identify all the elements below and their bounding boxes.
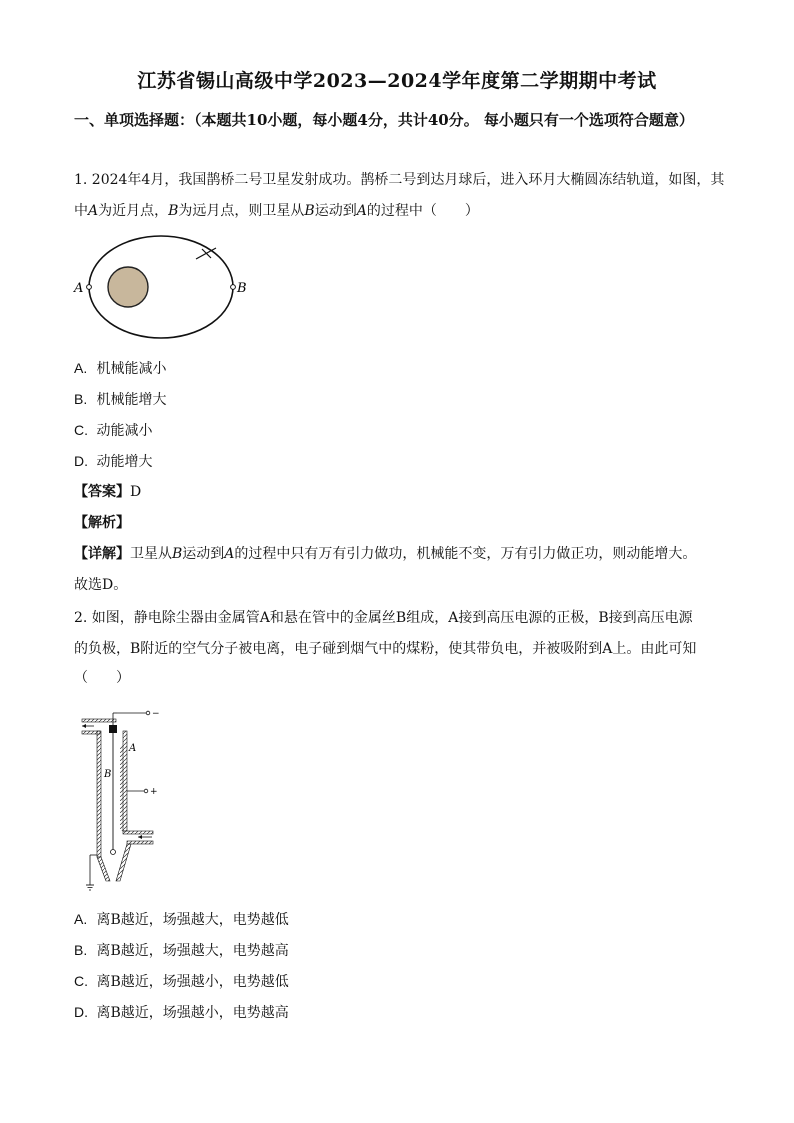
label-A: A xyxy=(129,743,137,754)
point-A xyxy=(87,285,92,290)
satellite-icon xyxy=(196,248,216,259)
q1-answer: 【答案】D xyxy=(74,484,142,500)
top-duct-wall xyxy=(82,719,116,722)
insulator-block xyxy=(109,725,117,733)
funnel-right xyxy=(116,844,131,881)
svg-text:+: + xyxy=(150,787,158,797)
q2-stem-line2: 的负极，B附近的空气分子被电离，电子碰到烟气中的煤粉，使其带负电，并被吸附到A上。由此可知 xyxy=(74,641,697,657)
label-B: B xyxy=(237,281,247,296)
q1-detail: 【详解】卫星从B运动到A的过程中只有万有引力做功，机械能不变，万有引力做正功，则动能增大。 xyxy=(74,546,697,562)
q2-option-a[interactable]: A. 离B越近，场强越大，电势越低 xyxy=(74,911,289,928)
q1-orbit-figure xyxy=(66,228,256,346)
q1-analysis-tag: 【解析】 xyxy=(74,515,130,531)
exam-title: 江苏省锡山高级中学2023—2024学年度第二学期期中考试 xyxy=(137,70,657,92)
weight xyxy=(111,850,116,855)
point-B xyxy=(231,285,236,290)
tube-right-wall xyxy=(123,731,127,831)
q1-stem-line1: 1. 2024年4月，我国鹊桥二号卫星发射成功。鹊桥二号到达月球后，进入环月大椭圆冻结轨道，如图，其 xyxy=(74,172,725,188)
q2-option-c[interactable]: C. 离B越近，场强越小，电势越低 xyxy=(74,973,289,990)
q2-stem-line3: （ ） xyxy=(74,670,130,686)
funnel-left xyxy=(97,857,110,881)
q2-option-d[interactable]: D. 离B越近，场强越小，电势越高 xyxy=(74,1004,289,1021)
q1-conclusion: 故选D。 xyxy=(74,577,128,593)
q1-option-a[interactable]: A. 机械能减小 xyxy=(74,360,167,377)
moon xyxy=(108,267,148,307)
q2-option-b[interactable]: B. 离B越近，场强越大，电势越高 xyxy=(74,942,289,959)
section-heading: 一、单项选择题：（本题共10小题，每小题4分，共计40分。 每小题只有一个选项符合题意） xyxy=(74,111,694,129)
q1-stem-line2: 中A为近月点，B为远月点，则卫星从B运动到A的过程中（ ） xyxy=(74,203,479,219)
q1-option-c[interactable]: C. 动能减小 xyxy=(74,422,153,439)
tube-left-wall xyxy=(97,731,101,857)
q2-precipitator-figure xyxy=(80,705,160,893)
q1-option-d[interactable]: D. 动能增大 xyxy=(74,453,153,470)
label-B: B xyxy=(104,769,112,780)
label-A: A xyxy=(74,281,84,296)
q1-option-b[interactable]: B. 机械能增大 xyxy=(74,391,167,408)
q2-stem-line1: 2. 如图，静电除尘器由金属管A和悬在管中的金属丝B组成，A接到高压电源的正极，B接到高压电源 xyxy=(74,610,693,626)
svg-text:−: − xyxy=(152,709,160,719)
